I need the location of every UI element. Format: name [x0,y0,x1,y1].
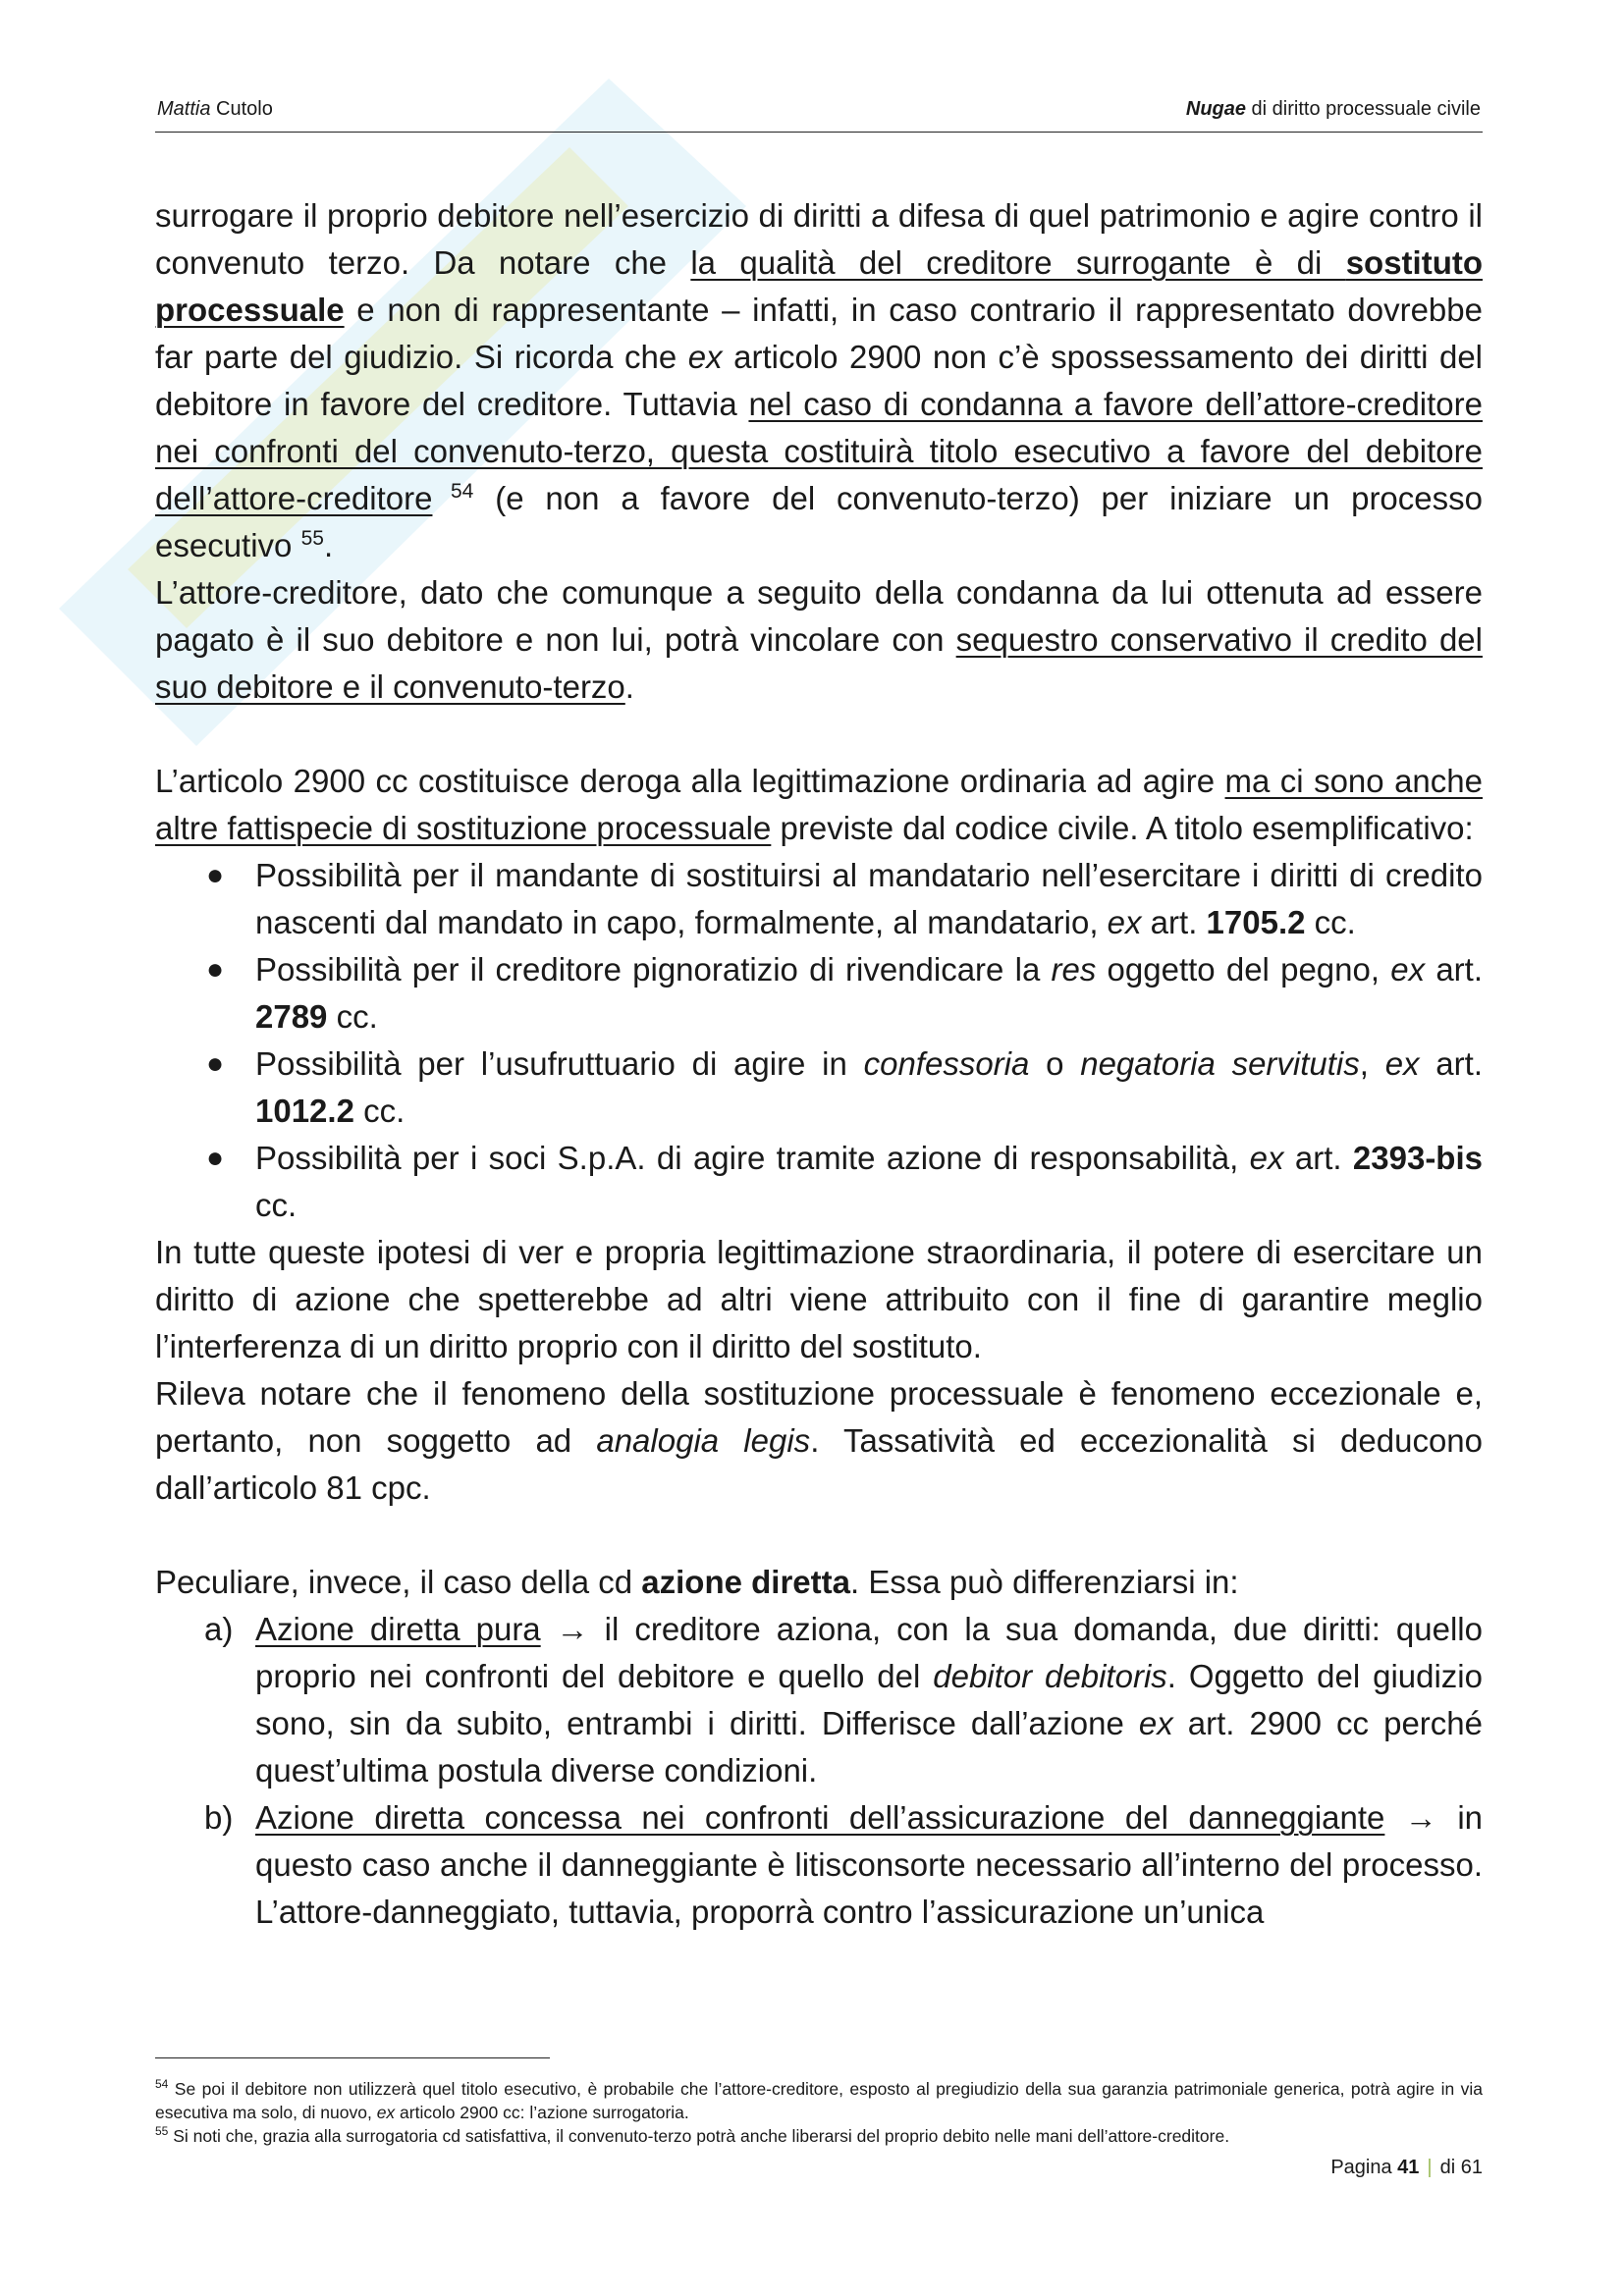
bullet-icon: ● [206,859,225,891]
paragraph: L’attore-creditore, dato che comunque a seguito della condanna da lui ottenuta ad essere pagato è il suo debitore e non lui, potrà vincolare con sequestro conservativo il credito del suo debitore e il convenuto-terzo. [155,574,1483,705]
lettered-list [155,1606,1483,1936]
footnotes [155,2077,1483,2148]
paragraph: Peculiare, invece, il caso della cd azione diretta. Essa può differenziarsi in: [155,1564,1239,1600]
header-author: Mattia Cutolo [157,98,273,120]
list-item: b) Azione diretta concessa nei confronti dell’assicurazione del danneggiante → in questo caso anche il danneggiante è litisconsorte necessario all’interno del processo. L’attore-danneggiato, tuttavia, proporrà contro l’assicurazione un’unica [204,1799,1483,1930]
page-footer: Pagina 41 | di 61 [1330,2157,1483,2178]
list-item: ● Possibilità per l’usufruttuario di agire in confessoria o negatoria servitutis, ex art. 1012.2 cc. [155,1041,1483,1135]
footnote-ref[interactable]: 54 [432,480,474,503]
paragraph: In tutte queste ipotesi di ver e propria legittimazione straordinaria, il potere di esercitare un diritto di azione che spetterebbe ad altri viene attribuito con il fine di garantire meglio l’interferenza di un diritto proprio con il diritto del sostituto. [155,1234,1483,1364]
footnote: $^{54}$ Se poi il debitore non utilizzerà quel titolo esecutivo, è probabile che l’attore-creditore, esposto al pregiudizio della sua garanzia patrimoniale generica, potrà agire in via esecutiva ma solo, di nuovo, ex articolo 2900 cc: l’azione surrogatoria. [155,2077,1483,2122]
footnote-ref[interactable]: 55 [300,527,324,550]
arrow-right-icon: → [1384,1799,1458,1836]
bullet-icon: ● [206,953,225,986]
list-item: ● Possibilità per il creditore pignoratizio di rivendicare la res oggetto del pegno, ex art. 2789 cc. [155,946,1483,1041]
header-doc-title: Nugae di diritto processuale civile [1185,98,1481,120]
footnote-separator [155,2057,550,2058]
list-item: ● Possibilità per i soci S.p.A. di agire tramite azione di responsabilità, ex art. 2393-bis cc. [155,1135,1483,1229]
list-item: ● Possibilità per il mandante di sostituirsi al mandatario nell’esercitare i diritti di credito nascenti dal mandato in capo, formalmente, al mandatario, ex art. 1705.2 cc. [155,852,1483,946]
bullet-icon: ● [206,1142,225,1174]
page-number: 41 [1397,2157,1420,2178]
paragraph: L’articolo 2900 cc costituisce deroga alla legittimazione ordinaria ad agire ma ci sono anche altre fattispecie di sostituzione processuale previste dal codice civile. A titolo esemplificativo: [155,763,1483,846]
main-text [155,192,1483,1936]
bullet-list [155,852,1483,1229]
arrow-right-icon: → [540,1611,605,1647]
footnote: $^{55}$ Si noti che, grazia alla surrogatoria cd satisfattiva, il convenuto-terzo potrà anche liberarsi del proprio debito nelle mani dell’attore-creditore. [155,2124,1230,2146]
bullet-icon: ● [206,1047,225,1080]
paragraph: Rileva notare che il fenomeno della sostituzione processuale è fenomeno eccezionale e, pertanto, non soggetto ad analogia legis. Tassatività ed eccezionalità si deducono dall’articolo 81 cpc. [155,1375,1483,1506]
paragraph: surrogare il proprio debitore nell’esercizio di diritti a difesa di quel patrimonio e agire contro il convenuto terzo. Da notare che la qualità del creditore surrogante è di sostituto processuale e non di rappresentante – infatti, in caso contrario il rappresentato dovrebbe far parte del giudizio. Si ricorda che ex articolo 2900 non c’è spossessamento dei diritti del debitore in favore del creditore. Tuttavia nel caso di condanna a favore dell’attore-creditore nei confronti del convenuto-terzo, questa costituirà titolo esecutivo a favore del debitore dell’attore-creditore $^{54}$ (e non a favore del convenuto-terzo) per iniziare un processo esecutivo $^{55}$. [155,197,1484,563]
list-item: a) Azione diretta pura → il creditore aziona, con la sua domanda, due diritti: quello proprio nei confronti del debitore e quello del debitor debitoris. Oggetto del giudizio sono, sin da subito, entrambi i diritti. Differisce dall’azione ex art. 2900 cc perché quest’ultima postula diverse condizioni. [204,1611,1483,1789]
page-header [155,96,1483,133]
